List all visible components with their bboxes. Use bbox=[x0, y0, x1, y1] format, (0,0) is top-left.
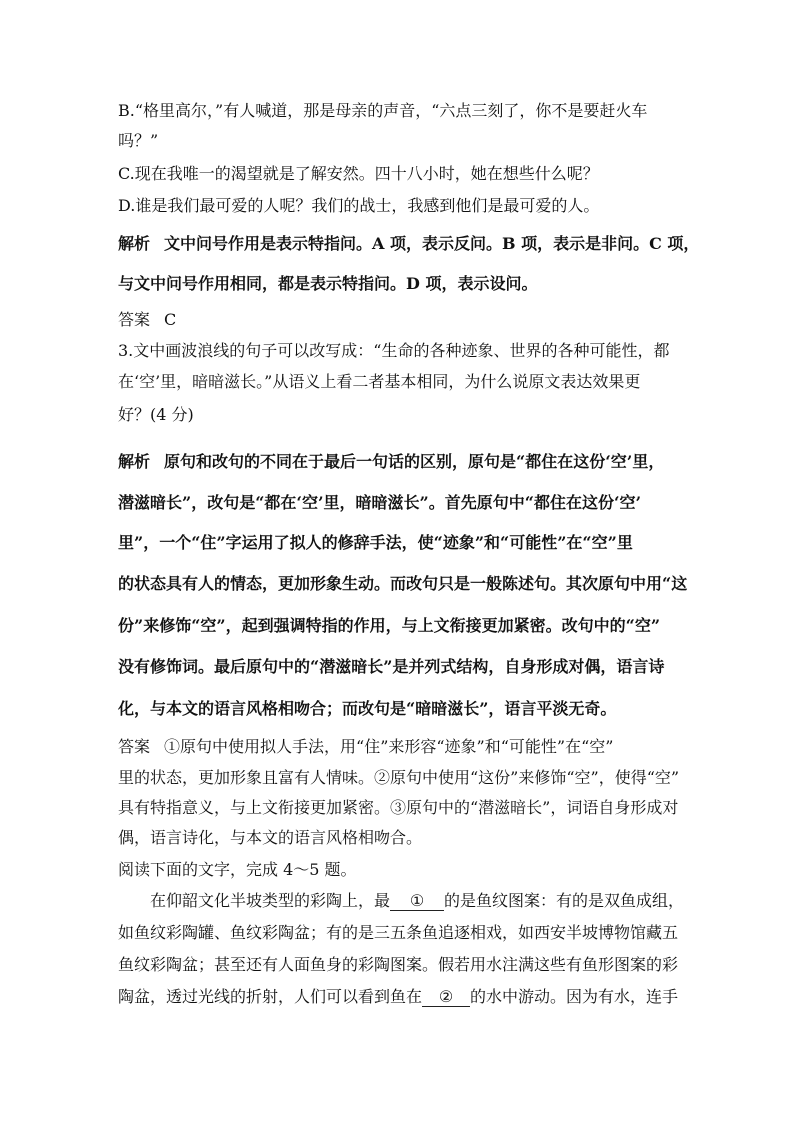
option-c: C.现在我唯一的渴望就是了解安然。四十八小时，她在想些什么呢？ bbox=[118, 164, 599, 183]
q3-answer-line-3: 具有特指意义，与上文衔接更加紧密。③原句中的“潜滋暗长”，词语自身形成对 bbox=[118, 798, 679, 817]
q3-analysis-line-3: 里”，一个“住”字运用了拟人的修辞手法，使“迹象”和“可能性”在“空”里 bbox=[118, 533, 633, 552]
q3-answer-line-1 bbox=[118, 736, 613, 758]
q2-answer bbox=[118, 309, 176, 331]
q3-analysis-line-4: 的状态具有人的情态，更加形象生动。而改句只是一般陈述句。其次原句中用“这 bbox=[118, 574, 688, 593]
q3-question-line-1: 3.文中画波浪线的句子可以改写成：“生命的各种迹象、世界的各种可能性，都 bbox=[118, 341, 670, 360]
q3-analysis-line-2: 潜滋暗长”，改句是“都在‘空’里，暗暗滋长”。首先原句中“都住在这份‘空’ bbox=[118, 493, 642, 512]
answer-tag: 答案 bbox=[118, 310, 151, 329]
passage-line-1 bbox=[118, 890, 684, 912]
q2-analysis-line-2: 与文中问号作用相同，都是表示特指问。D 项，表示设问。 bbox=[118, 274, 538, 293]
blank-2: ② bbox=[422, 988, 470, 1007]
q3-answer-line-4: 偶，语言诗化，与本文的语言风格相吻合。 bbox=[118, 828, 423, 847]
passage-line-2: 如鱼纹彩陶罐、鱼纹彩陶盆；有的是三五条鱼追逐相戏，如西安半坡博物馆藏五 bbox=[118, 923, 679, 942]
answer-text: ①原句中使用拟人手法，用“住”来形容“迹象”和“可能性”在“空” bbox=[164, 737, 614, 756]
passage-text: 的水中游动。因为有水，连手 bbox=[470, 987, 679, 1006]
blank-1: ① bbox=[390, 892, 444, 911]
q3-analysis-line-7: 化，与本文的语言风格相吻合；而改句是“暗暗滋长”，语言平淡无奇。 bbox=[118, 699, 617, 718]
passage-text: 在仰韶文化半坡类型的彩陶上，最 bbox=[118, 891, 391, 910]
passage-text: 陶盆，透过光线的折射，人们可以看到鱼在 bbox=[118, 987, 423, 1006]
analysis-text: 文中问号作用是表示特指问。A 项，表示反问。B 项，表示是非问。C 项， bbox=[164, 234, 700, 253]
passage-line-3: 鱼纹彩陶盆；甚至还有人面鱼身的彩陶图案。假若用水注满这些有鱼形图案的彩 bbox=[118, 955, 679, 974]
q3-analysis-line-6: 没有修饰词。最后原句中的“潜滋暗长”是并列式结构，自身形成对偶，语言诗 bbox=[118, 657, 665, 676]
q2-analysis-line-1 bbox=[118, 233, 699, 255]
analysis-tag: 解析 bbox=[118, 452, 151, 471]
passage-text: 的是鱼纹图案：有的是双鱼成组， bbox=[444, 891, 685, 910]
analysis-tag: 解析 bbox=[118, 234, 151, 253]
q3-analysis-line-5: 份”来修饰“空”，起到强调特指的作用，与上文衔接更加紧密。改句中的“空” bbox=[118, 616, 661, 635]
q3-analysis-line-1 bbox=[118, 451, 664, 473]
analysis-text: 原句和改句的不同在于最后一句话的区别，原句是“都住在这份‘空’里， bbox=[164, 452, 665, 471]
q3-question-line-2: 在‘空’里，暗暗滋长。”从语义上看二者基本相同，为什么说原文表达效果更 bbox=[118, 372, 641, 391]
option-b-line-1: B.“格里高尔，”有人喊道，那是母亲的声音，“六点三刻了，你不是要赶火车 bbox=[118, 101, 648, 120]
answer-text: C bbox=[164, 310, 177, 329]
passage-line-4 bbox=[118, 986, 678, 1008]
reading-intro: 阅读下面的文字，完成 4～5 题。 bbox=[118, 860, 357, 879]
option-d: D.谁是我们最可爱的人呢？我们的战士，我感到他们是最可爱的人。 bbox=[118, 196, 600, 215]
q3-question-line-3: 好？(4 分) bbox=[118, 405, 194, 424]
option-b-line-2: 吗？” bbox=[118, 131, 159, 150]
q3-answer-line-2: 里的状态，更加形象且富有人情味。②原句中使用“这份”来修饰“空”，使得“空” bbox=[118, 768, 680, 787]
answer-tag: 答案 bbox=[118, 737, 151, 756]
